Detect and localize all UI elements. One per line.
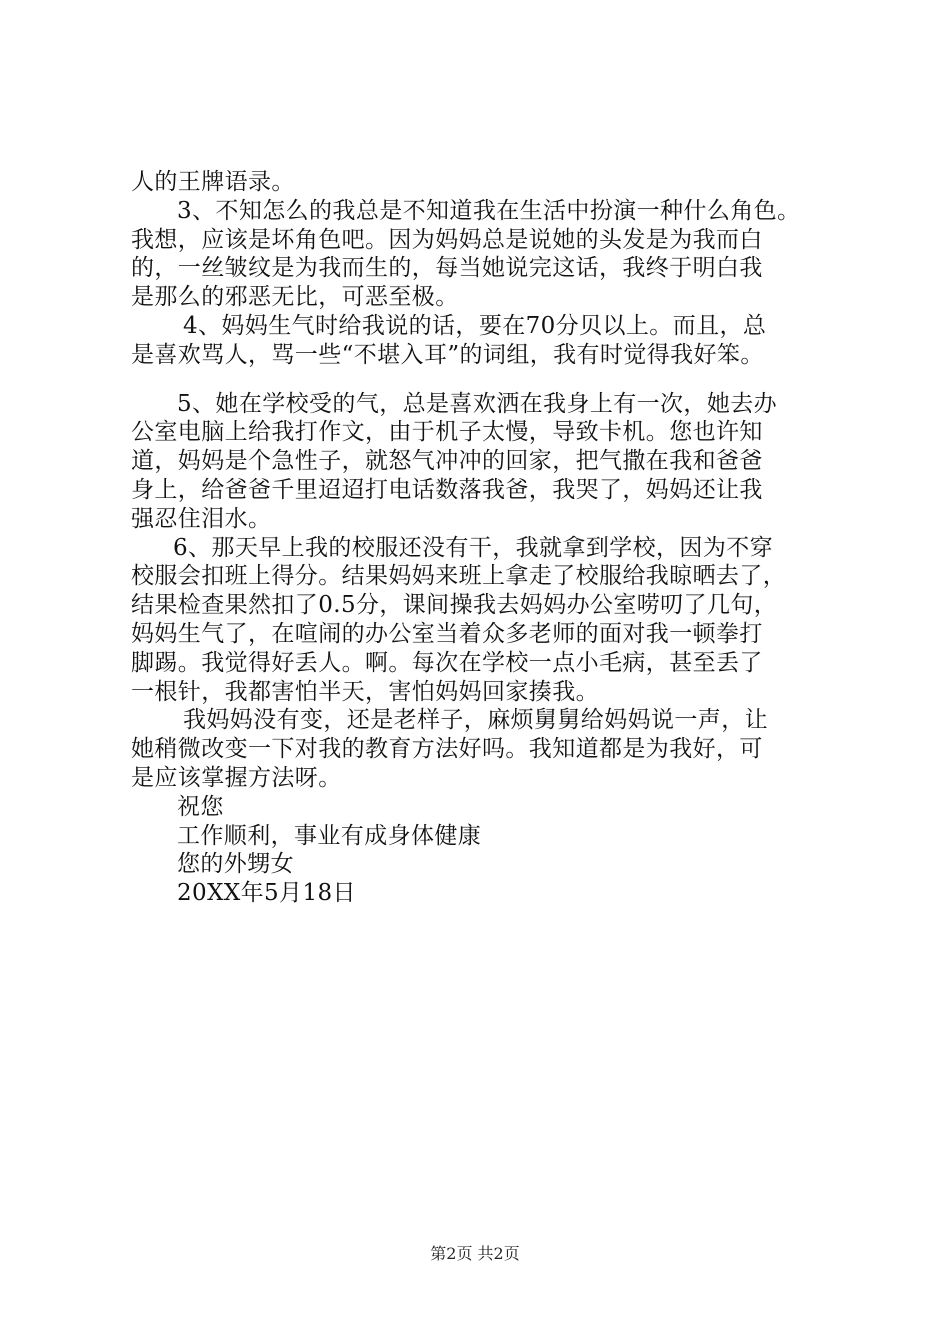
- closing-signature: 您的外甥女: [177, 851, 294, 878]
- text-line: 妈妈生气了，在喧闹的办公室当着众多老师的面对我一顿拳打: [131, 620, 763, 647]
- text-line: 强忍住泪水。: [131, 505, 272, 532]
- text-line: 我妈妈没有变，还是老样子，麻烦舅舅给妈妈说一声，让: [183, 707, 768, 734]
- text-line: 是喜欢骂人，骂一些“不堪入耳”的词组，我有时觉得我好笨。: [131, 341, 764, 368]
- text-line: 脚踢。我觉得好丢人。啊。每次在学校一点小毛病，甚至丢了: [131, 649, 763, 676]
- text-line: 人的王牌语录。: [131, 169, 295, 195]
- document-body: [131, 168, 831, 908]
- paragraph-gap: [131, 370, 831, 390]
- text-line: 是应该掌握方法呀。: [131, 764, 342, 791]
- text-line: 3、不知怎么的我总是不知道我在生活中扮演一种什么角色。: [177, 197, 801, 224]
- text-line: 她稍微改变一下对我的教育方法好吗。我知道都是为我好，可: [131, 736, 763, 763]
- text-line: 结果检查果然扣了0.5分，课间操我去妈妈办公室唠叨了几句，: [131, 592, 778, 619]
- text-line: 身上，给爸爸千里迢迢打电话数落我爸，我哭了，妈妈还让我: [131, 476, 763, 503]
- text-line: 5、她在学校受的气，总是喜欢洒在我身上有一次，她去办: [177, 390, 778, 417]
- closing-date: 20XX年5月18日: [177, 880, 356, 907]
- text-line: 是那么的邪恶无比，可恶至极。: [131, 284, 459, 311]
- closing-wish: 工作顺利，事业有成身体健康: [177, 822, 482, 849]
- text-line: 校服会扣班上得分。结果妈妈来班上拿走了校服给我晾晒去了，: [131, 563, 787, 590]
- text-line: 的，一丝皱纹是为我而生的，每当她说完这话，我终于明白我: [131, 255, 763, 282]
- text-line: 道，妈妈是个急性子，就怒气冲冲的回家，把气撒在我和爸爸: [131, 448, 763, 475]
- text-line: 4、妈妈生气时给我说的话，要在70分贝以上。而且，总: [183, 312, 767, 339]
- text-line: 6、那天早上我的校服还没有干，我就拿到学校，因为不穿: [173, 534, 774, 561]
- text-line: 一根针，我都害怕半天，害怕妈妈回家揍我。: [131, 678, 599, 705]
- page-number-footer: 第2页 共2页: [430, 1244, 520, 1263]
- text-line: 公室电脑上给我打作文，由于机子太慢，导致卡机。您也许知: [131, 419, 763, 446]
- closing-salutation: 祝您: [177, 793, 224, 820]
- text-line: 我想，应该是坏角色吧。因为妈妈总是说她的头发是为我而白: [131, 226, 763, 253]
